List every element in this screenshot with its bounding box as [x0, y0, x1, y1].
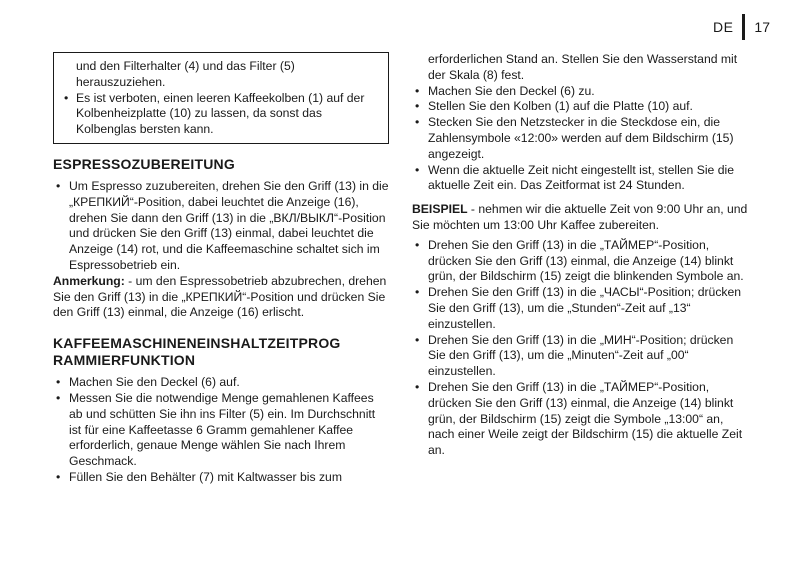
list-item: • Stellen Sie den Kolben (1) auf die Platte (10) auf. — [412, 99, 750, 115]
note-label: Anmerkung: — [53, 273, 125, 288]
espresso-list — [53, 179, 389, 274]
warning-box — [53, 52, 389, 144]
list-item: • Um Espresso zuzubereiten, drehen Sie den Griff (13) in die „КРЕПКИЙ“-Position, dabei leuchtet die Anzeige (16), drehen Sie dann den Griff (13) in die „ВКЛ/ВЫКЛ“-Position und drücken Sie den Griff (13) einmal, dabei leuchtet die Anzeige (14) rot, und die Kaffeemaschine schaltet sich im Espressobetrieb ein. — [53, 179, 389, 274]
list-item: • Drehen Sie den Griff (13) in die „ТАЙМЕР“-Position, drücken Sie den Griff (13) einmal, die Anzeige (14) blinkt grün, der Bildschirm (15) zeigt die Symbole „13:00“ an, nach einer Weile zeigt der Bildschirm (15) die aktuelle Zeit an. — [412, 380, 750, 459]
language-code: DE — [712, 19, 734, 35]
section-title-timer-line1: KAFFEEMASCHINENEINSHALTZEITPROG — [53, 335, 341, 352]
timer-list — [53, 375, 389, 486]
note-text: - um den Espressobetrieb abzubrechen, drehen Sie den Griff (13) in die „КРЕПКИЙ“-Position und drücken Sie den Griff (13) einmal, die Anzeige (16) erlischt. — [53, 273, 387, 320]
warning-continuation: und den Filterhalter (4) und das Filter (5) herauszuziehen. — [76, 59, 295, 89]
list-item: • Stecken Sie den Netzstecker in die Steckdose ein, die Zahlensymbole «12:00» werden auf dem Bildschirm (15) angezeigt. — [412, 115, 750, 162]
section-title-timer-line2: RAMMIERFUNKTION — [53, 352, 196, 369]
setup-list — [412, 84, 750, 195]
list-item: • Machen Sie den Deckel (6) zu. — [412, 84, 750, 100]
list-item: • Drehen Sie den Griff (13) in die „ЧАСЫ“-Position; drücken Sie den Griff (13), um die „Stunden“-Zeit auf „13“ einzustellen. — [412, 285, 750, 332]
list-item: • Messen Sie die notwendige Menge gemahlenen Kaffees ab und schütten Sie ihn ins Filter (5) ein. Im Durchschnitt ist für eine Kaffeetasse 6 Gramm gemahlener Kaffee erforderlich, genaue Menge wählen Sie nach Ihrem Geschmack. — [53, 391, 389, 470]
page-header — [713, 14, 770, 40]
example-paragraph — [412, 202, 750, 234]
section-title-timer — [53, 335, 389, 369]
warning-item: • Es ist verboten, einen leeren Kaffeekolben (1) auf der Kolbenheizplatte (10) zu lassen, da sonst das Kolbenglas bersten kann. — [64, 91, 378, 138]
list-item: • Füllen Sie den Behälter (7) mit Kaltwasser bis zum — [53, 470, 389, 486]
example-steps-list — [412, 238, 750, 459]
example-label: BEISPIEL — [412, 202, 468, 217]
right-column — [412, 52, 750, 459]
section-title-espresso: ESPRESSOZUBEREITUNG — [53, 155, 235, 172]
left-column — [53, 52, 389, 486]
list-item: • Drehen Sie den Griff (13) in die „МИН“-Position; drücken Sie den Griff (13), um die „Minuten“-Zeit auf „00“ einzustellen. — [412, 333, 750, 380]
list-item: • Wenn die aktuelle Zeit nicht eingestellt ist, stellen Sie die aktuelle Zeit ein. Das Zeitformat ist 24 Stunden. — [412, 163, 750, 195]
list-item: • Machen Sie den Deckel (6) auf. — [53, 375, 389, 391]
warning-list — [64, 91, 378, 138]
espresso-note — [53, 274, 389, 321]
example-text: - nehmen wir die aktuelle Zeit von 9:00 Uhr an, und Sie möchten um 13:00 Uhr Kaffee zubereiten. — [412, 202, 748, 232]
list-item: • Drehen Sie den Griff (13) in die „ТАЙМЕР“-Position, drücken Sie den Griff (13) einmal, die Anzeige (14) blinkt grün, der Bildschirm (15) zeigt die blinkenden Symbole an. — [412, 238, 750, 285]
header-divider — [742, 14, 745, 40]
right-continuation: erforderlichen Stand an. Stellen Sie den Wasserstand mit der Skala (8) fest. — [428, 52, 738, 82]
page-number: 17 — [754, 19, 770, 35]
